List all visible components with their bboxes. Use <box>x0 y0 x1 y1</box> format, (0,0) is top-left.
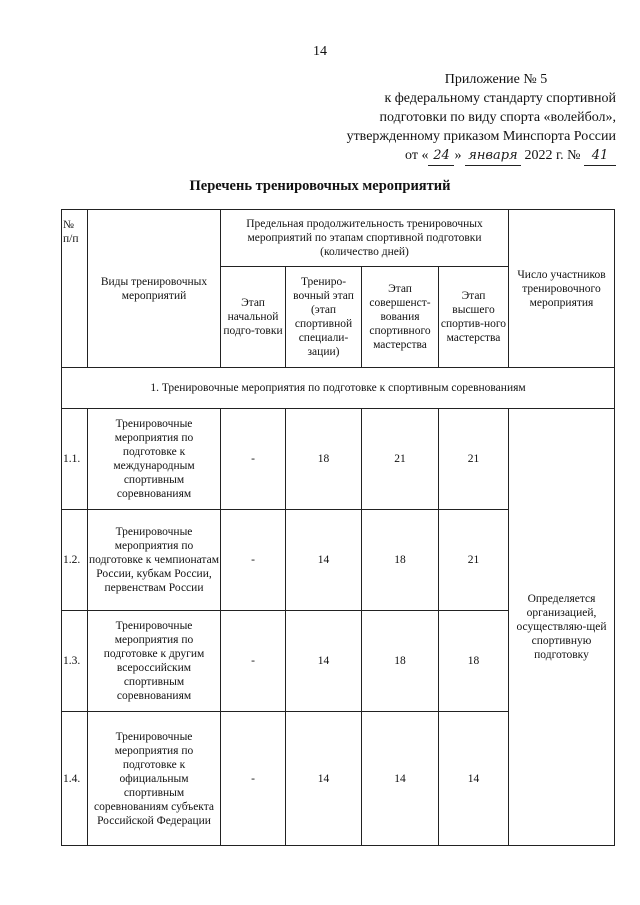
row-name: Тренировочные мероприятия по подготовке к другим всероссийским спортивным соревнованиям <box>88 611 221 712</box>
row-number: 1.3. <box>62 611 88 712</box>
header-stage: Трениро-вочный этап (этап спортивной специали-зации) <box>286 267 362 368</box>
row-value: 18 <box>286 409 362 510</box>
row-value: 14 <box>286 510 362 611</box>
training-events-table <box>61 209 615 846</box>
header-types: Виды тренировочных мероприятий <box>88 210 221 368</box>
section-title: 1. Тренировочные мероприятия по подготовке к спортивным соревнованиям <box>62 368 615 409</box>
date-month: января <box>465 146 521 166</box>
row-value: - <box>221 611 286 712</box>
appendix-line: подготовки по виду спорта «волейбол», <box>379 110 616 125</box>
row-value: 21 <box>439 510 509 611</box>
document-title: Перечень тренировочных мероприятий <box>189 178 451 194</box>
row-number: 1.1. <box>62 409 88 510</box>
row-name: Тренировочные мероприятия по подготовке к чемпионатам России, кубкам России, первенствам России <box>88 510 221 611</box>
order-number: 41 <box>584 146 616 166</box>
appendix-title: Приложение № 5 <box>444 72 548 87</box>
row-name: Тренировочные мероприятия по подготовке к официальным спортивным соревнованиям субъекта Российской Федерации <box>88 712 221 846</box>
date-day: 24 <box>428 146 454 166</box>
row-value: - <box>221 712 286 846</box>
appendix-date-line <box>296 146 616 166</box>
section-row <box>62 368 615 409</box>
row-number: 1.4. <box>62 712 88 846</box>
appendix-line: к федеральному стандарту спортивной <box>384 91 616 106</box>
row-value: 14 <box>286 611 362 712</box>
appendix-line: утвержденному приказом Минспорта России <box>346 129 616 144</box>
table-row <box>62 409 615 510</box>
header-duration: Предельная продолжительность тренировочных мероприятий по этапам спортивной подготовки (количество дней) <box>221 210 509 267</box>
row-value: 14 <box>362 712 439 846</box>
row-value: 14 <box>286 712 362 846</box>
header-stage: Этап совершенст-вования спортивного мастерства <box>362 267 439 368</box>
date-prefix: от « <box>405 148 429 163</box>
header-participants: Число участников тренировочного мероприятия <box>509 210 615 368</box>
row-value: 18 <box>362 611 439 712</box>
row-value: 21 <box>362 409 439 510</box>
appendix-header <box>296 70 616 166</box>
row-value: 18 <box>362 510 439 611</box>
date-year: 2022 г. № <box>520 148 584 163</box>
page-number: 14 <box>313 44 327 59</box>
header-num: № п/п <box>62 210 88 368</box>
row-name: Тренировочные мероприятия по подготовке к международным спортивным соревнованиям <box>88 409 221 510</box>
date-sep: » <box>454 148 465 163</box>
row-value: - <box>221 510 286 611</box>
header-stage: Этап высшего спортив-ного мастерства <box>439 267 509 368</box>
row-number: 1.2. <box>62 510 88 611</box>
row-value: - <box>221 409 286 510</box>
header-stage: Этап начальной подго-товки <box>221 267 286 368</box>
participants-note: Определяется организацией, осуществляю-щей спортивную подготовку <box>509 409 615 846</box>
row-value: 18 <box>439 611 509 712</box>
row-value: 14 <box>439 712 509 846</box>
header-row <box>62 210 615 267</box>
row-value: 21 <box>439 409 509 510</box>
